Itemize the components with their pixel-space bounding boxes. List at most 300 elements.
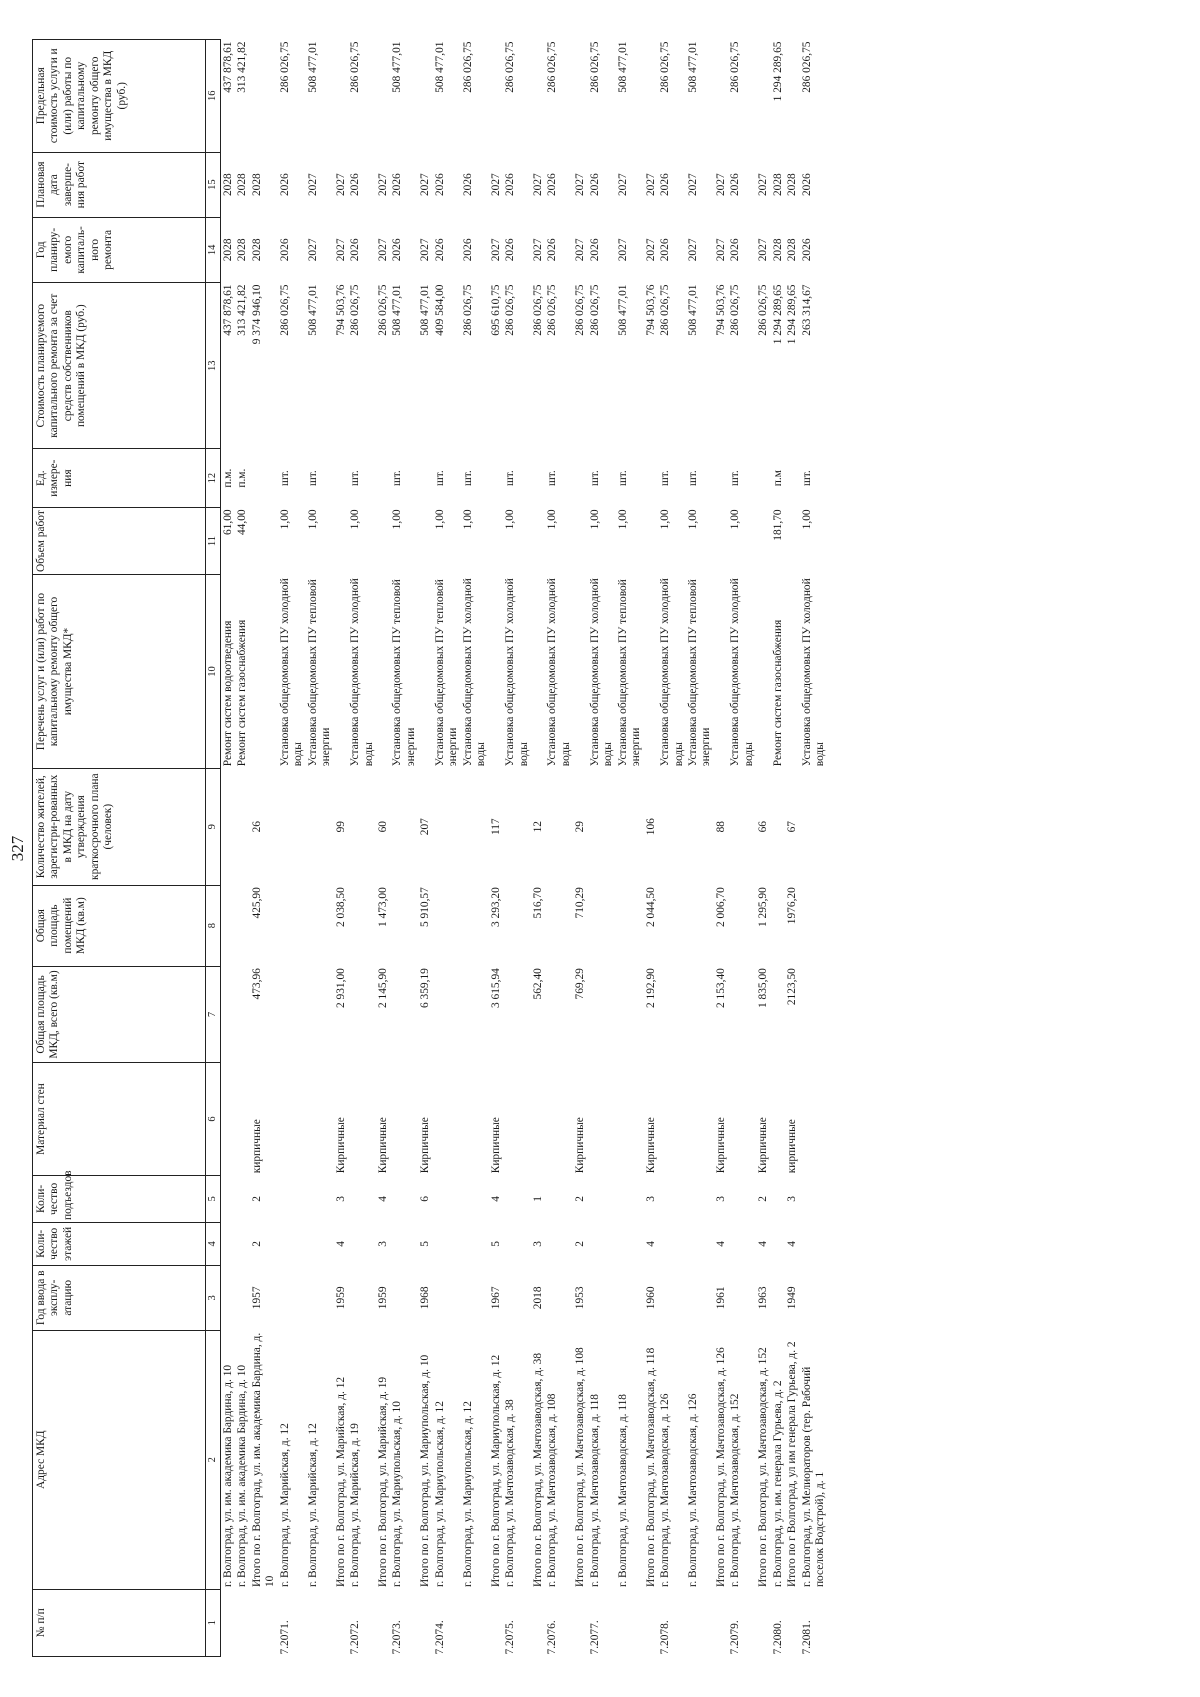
col-completion-date-cell: 2028 bbox=[786, 173, 799, 197]
col-floors-cell: 4 bbox=[757, 1241, 770, 1247]
table-row bbox=[390, 40, 418, 1657]
col-works-list-cell: Установка общедомовых ПУ тепловой энергии bbox=[686, 579, 713, 767]
col-year-built-cell bbox=[686, 1265, 714, 1330]
col-number-cell: 7.2079. bbox=[729, 1620, 742, 1655]
col-year-built-cell bbox=[390, 1265, 418, 1330]
table-row bbox=[800, 40, 828, 1657]
col-works-list-cell bbox=[489, 575, 503, 768]
col-total-area-cell: 562,40 bbox=[531, 968, 544, 1000]
col-completion-date-cell: 2027 bbox=[686, 173, 699, 197]
col-residents-cell bbox=[348, 768, 376, 885]
col-unit-cell bbox=[334, 449, 348, 507]
col-year-built-cell: 2018 bbox=[531, 1286, 544, 1310]
col-wall-material-cell: Кирпичные bbox=[644, 1117, 657, 1174]
col-max-cost-cell bbox=[376, 40, 390, 153]
col-works-list-cell: Установка общедомовых ПУ тепловой энергии bbox=[306, 579, 333, 767]
col-completion-date-cell: 2026 bbox=[546, 173, 559, 197]
col-residents-cell bbox=[306, 768, 334, 885]
col-works-list-cell: Установка общедомовых ПУ холодной воды bbox=[461, 578, 488, 767]
col-residents-cell: 29 bbox=[574, 821, 587, 833]
col-number-cell bbox=[250, 1589, 278, 1656]
col-residents-cell: 60 bbox=[376, 821, 389, 833]
col-year-built-cell: 1959 bbox=[334, 1286, 347, 1310]
col-address-cell: г. Волгоград, ул. Мачтозаводская, д. 126 bbox=[659, 1393, 672, 1588]
col-unit-cell: шт. bbox=[306, 470, 319, 487]
col-repair-cost-cell: 794 503,76 bbox=[714, 284, 727, 336]
col-completion-date-cell: 2027 bbox=[531, 173, 544, 197]
col-work-volume-cell: 1,00 bbox=[349, 509, 362, 530]
col-works-list-cell: Установка общедомовых ПУ холодной воды bbox=[349, 578, 375, 767]
col-completion-date-cell: 2026 bbox=[729, 173, 742, 197]
col-works-list-cell: Установка общедомовых ПУ холодной воды bbox=[729, 578, 755, 767]
col-address-cell: Итого по г. Волгоград, ул. Марийская, д. 12 bbox=[334, 1376, 347, 1588]
col-premises-area-cell bbox=[278, 885, 306, 966]
table-row bbox=[235, 40, 249, 1657]
col-work-volume-cell bbox=[785, 507, 799, 574]
col-repair-cost-cell: 286 026,75 bbox=[574, 284, 587, 336]
col-work-volume-cell bbox=[756, 507, 770, 574]
col-wall-material-cell bbox=[588, 1063, 616, 1175]
col-unit-cell bbox=[785, 449, 799, 507]
col-max-cost-cell: 313 421,82 bbox=[236, 41, 249, 93]
col-residents-cell bbox=[588, 768, 616, 885]
col-unit-cell: шт. bbox=[616, 470, 629, 487]
col-max-cost-cell: 508 477,01 bbox=[433, 41, 446, 93]
col-completion-date-cell: 2028 bbox=[222, 173, 234, 197]
col-address-cell: г. Волгоград, ул. Марийская, д. 12 bbox=[306, 1423, 319, 1588]
col-repair-year-cell: 2026 bbox=[659, 238, 672, 262]
col-residents-cell: 66 bbox=[757, 821, 770, 833]
col-unit-cell bbox=[644, 449, 658, 507]
col-premises-area-cell bbox=[348, 885, 376, 966]
col-total-area-cell bbox=[545, 966, 573, 1063]
col-entrances-cell bbox=[545, 1175, 573, 1222]
col-residents-cell: 106 bbox=[644, 818, 657, 836]
col-max-cost-cell: 1 294 289,65 bbox=[771, 41, 784, 102]
col-unit-cell: п.м. bbox=[236, 468, 249, 488]
col-work-volume-cell: 1,00 bbox=[616, 509, 629, 530]
col-max-cost-cell: 286 026,75 bbox=[546, 41, 559, 93]
table-row bbox=[489, 40, 503, 1657]
col-premises-area-cell bbox=[433, 885, 461, 966]
col-year-built-cell bbox=[728, 1265, 756, 1330]
col-repair-year-cell: 2027 bbox=[334, 238, 347, 262]
col-entrances-cell bbox=[686, 1175, 714, 1222]
col-repair-cost-cell: 286 026,75 bbox=[376, 284, 389, 336]
table-row bbox=[221, 40, 236, 1657]
col-max-cost-index: 16 bbox=[206, 40, 221, 153]
col-repair-cost-cell: 286 026,75 bbox=[659, 284, 672, 336]
col-residents-cell bbox=[545, 768, 573, 885]
col-works-list-cell bbox=[418, 575, 432, 768]
col-address-cell: Итого по г. Волгоград, ул. Мариупольская, д. 10 bbox=[419, 1354, 432, 1588]
col-floors-cell: 2 bbox=[574, 1241, 587, 1247]
col-works-list-cell bbox=[714, 575, 728, 768]
col-floors-cell bbox=[306, 1222, 334, 1265]
col-entrances-cell: 4 bbox=[376, 1196, 389, 1202]
col-year-built-cell bbox=[235, 1265, 249, 1330]
col-floors-cell: 3 bbox=[376, 1241, 389, 1247]
page-number: 327 bbox=[8, 835, 27, 862]
col-year-built-cell bbox=[221, 1265, 236, 1330]
col-wall-material-cell bbox=[545, 1063, 573, 1175]
col-number-cell bbox=[418, 1589, 432, 1656]
col-wall-material-cell: кирпичные bbox=[250, 1119, 263, 1174]
col-repair-cost-cell: 286 026,75 bbox=[757, 284, 770, 336]
col-completion-date-cell: 2026 bbox=[504, 173, 517, 197]
col-unit-cell: шт. bbox=[686, 470, 699, 487]
col-max-cost-cell bbox=[489, 40, 503, 153]
col-floors-header: Коли-чество этажей bbox=[33, 1222, 206, 1265]
col-number-cell bbox=[221, 1589, 236, 1656]
col-floors-cell bbox=[235, 1222, 249, 1265]
col-residents-cell bbox=[278, 768, 306, 885]
col-completion-date-cell: 2028 bbox=[250, 173, 263, 197]
col-residents-cell bbox=[800, 768, 828, 885]
table-row bbox=[376, 40, 390, 1657]
col-completion-date-cell: 2026 bbox=[391, 173, 404, 197]
col-year-built-cell: 1949 bbox=[786, 1286, 799, 1310]
col-repair-year-cell: 2027 bbox=[489, 238, 502, 262]
col-wall-material-cell bbox=[348, 1063, 376, 1175]
col-premises-area-cell bbox=[800, 885, 828, 966]
col-repair-year-cell: 2028 bbox=[771, 238, 784, 262]
col-works-list-cell bbox=[756, 575, 770, 768]
col-repair-cost-cell: 1 294 289,65 bbox=[771, 284, 784, 345]
col-address-cell: Итого по г. Волгоград, ул. Мачтозаводская, д. 152 bbox=[757, 1347, 770, 1588]
col-address-cell: г. Волгоград, ул. Марийская, д. 12 bbox=[278, 1423, 291, 1588]
col-floors-cell bbox=[390, 1222, 418, 1265]
header-row bbox=[33, 40, 206, 1657]
col-residents-cell bbox=[658, 768, 686, 885]
col-work-volume-cell bbox=[376, 507, 390, 574]
col-number-cell bbox=[644, 1589, 658, 1656]
col-repair-year-cell: 2027 bbox=[644, 238, 657, 262]
col-floors-cell bbox=[616, 1222, 644, 1265]
col-year-built-cell bbox=[306, 1265, 334, 1330]
col-unit-cell bbox=[418, 449, 432, 507]
col-works-list-cell: Установка общедомовых ПУ тепловой энергии bbox=[433, 579, 460, 767]
col-wall-material-cell bbox=[771, 1063, 785, 1175]
col-unit-cell bbox=[714, 449, 728, 507]
col-max-cost-cell bbox=[573, 40, 587, 153]
col-unit-cell: шт. bbox=[659, 470, 672, 487]
table-row bbox=[348, 40, 376, 1657]
col-completion-date-index: 15 bbox=[206, 152, 221, 217]
col-address-cell: г. Волгоград, ул. Мачтозаводская, д. 118 bbox=[588, 1394, 601, 1588]
col-unit-cell: п.м. bbox=[222, 468, 234, 488]
col-completion-date-cell: 2027 bbox=[574, 173, 587, 197]
col-work-volume-cell bbox=[489, 507, 503, 574]
col-floors-cell: 4 bbox=[786, 1241, 799, 1247]
col-max-cost-cell: 286 026,75 bbox=[349, 41, 362, 93]
col-year-built-cell: 1967 bbox=[489, 1286, 502, 1310]
col-entrances-cell: 2 bbox=[250, 1196, 263, 1202]
col-entrances-cell bbox=[658, 1175, 686, 1222]
col-repair-year-cell: 2026 bbox=[433, 238, 446, 262]
col-works-list-cell bbox=[785, 575, 799, 768]
col-total-area-cell bbox=[728, 966, 756, 1063]
col-works-list-index: 10 bbox=[206, 575, 221, 768]
col-repair-year-cell: 2028 bbox=[236, 238, 249, 262]
col-premises-area-cell bbox=[728, 885, 756, 966]
col-entrances-cell bbox=[348, 1175, 376, 1222]
col-number-cell: 7.2076. bbox=[546, 1620, 559, 1655]
col-premises-area-cell: 1 473,00 bbox=[376, 887, 389, 928]
table-row bbox=[658, 40, 686, 1657]
repair-plan-table bbox=[32, 39, 827, 1657]
col-works-list-cell bbox=[376, 575, 390, 768]
col-floors-cell bbox=[461, 1222, 489, 1265]
col-premises-area-cell bbox=[461, 885, 489, 966]
col-unit-cell: шт. bbox=[588, 470, 601, 487]
col-wall-material-cell: Кирпичные bbox=[489, 1117, 502, 1174]
col-number-cell bbox=[686, 1589, 714, 1656]
table-row bbox=[503, 40, 531, 1657]
table-row bbox=[278, 40, 306, 1657]
col-number-cell: 7.2081. bbox=[800, 1620, 813, 1655]
col-floors-cell bbox=[433, 1222, 461, 1265]
col-works-list-cell bbox=[250, 575, 278, 768]
col-total-area-cell bbox=[503, 966, 531, 1063]
col-year-built-cell: 1961 bbox=[714, 1286, 727, 1310]
col-works-list-cell: Установка общедомовых ПУ холодной воды bbox=[588, 578, 615, 767]
col-number-cell bbox=[235, 1589, 249, 1656]
col-repair-year-cell: 2026 bbox=[461, 238, 474, 262]
col-residents-cell bbox=[686, 768, 714, 885]
col-floors-cell: 5 bbox=[419, 1241, 432, 1247]
col-address-cell: Итого по г. Волгоград, ул. Мачтозаводская, д. 108 bbox=[574, 1347, 587, 1588]
col-number-cell bbox=[573, 1589, 587, 1656]
col-unit-cell: шт. bbox=[349, 470, 362, 487]
table-row bbox=[433, 40, 461, 1657]
col-work-volume-cell: 1,00 bbox=[588, 509, 601, 530]
col-number-cell: 7.2073. bbox=[391, 1620, 404, 1655]
col-completion-date-cell: 2026 bbox=[461, 173, 474, 197]
col-year-built-cell: 1957 bbox=[250, 1286, 263, 1310]
col-repair-year-cell: 2026 bbox=[546, 238, 559, 262]
col-wall-material-cell bbox=[278, 1063, 306, 1175]
col-max-cost-cell bbox=[644, 40, 658, 153]
col-premises-area-cell bbox=[686, 885, 714, 966]
col-residents-header: Количество жителей, зарегистри-рованных в МКД на дату утверждения краткосрочного плана (человек) bbox=[33, 768, 206, 885]
col-number-cell bbox=[306, 1589, 334, 1656]
col-address-cell: Итого по г Волгоград, ул им генерала Гурьева, д. 2 bbox=[786, 1341, 799, 1588]
col-floors-cell bbox=[588, 1222, 616, 1265]
col-repair-year-cell: 2027 bbox=[616, 238, 629, 262]
col-repair-cost-cell: 508 477,01 bbox=[391, 284, 404, 336]
col-repair-year-cell: 2026 bbox=[729, 238, 742, 262]
col-address-cell: г. Волгоград, ул. Мариупольская, д. 10 bbox=[391, 1401, 404, 1588]
col-wall-material-cell bbox=[728, 1063, 756, 1175]
col-works-list-cell: Ремонт систем газоснабжения bbox=[771, 619, 784, 767]
col-premises-area-cell bbox=[235, 885, 249, 966]
col-work-volume-cell bbox=[418, 507, 432, 574]
col-max-cost-cell: 508 477,01 bbox=[391, 41, 404, 93]
table-row bbox=[461, 40, 489, 1657]
col-repair-year-index: 14 bbox=[206, 217, 221, 282]
col-number-cell: 7.2080. bbox=[771, 1620, 784, 1655]
col-total-area-cell bbox=[686, 966, 714, 1063]
col-address-cell: г. Волгоград, ул. Мачтозаводская, д. 152 bbox=[729, 1393, 742, 1588]
col-max-cost-header: Предельная стоимость услуги и (или) работы по капитальному ремонту общего имущества в МКД (руб.) bbox=[33, 40, 206, 153]
col-floors-cell: 4 bbox=[714, 1241, 727, 1247]
col-max-cost-cell: 286 026,75 bbox=[588, 41, 601, 93]
col-max-cost-cell: 508 477,01 bbox=[686, 41, 699, 93]
col-total-area-cell bbox=[461, 966, 489, 1063]
col-repair-year-cell: 2026 bbox=[588, 238, 601, 262]
col-repair-cost-cell: 508 477,01 bbox=[686, 284, 699, 336]
col-repair-year-cell: 2027 bbox=[574, 238, 587, 262]
col-residents-cell: 117 bbox=[489, 818, 502, 836]
col-repair-cost-cell: 286 026,75 bbox=[588, 284, 601, 336]
col-unit-cell bbox=[250, 449, 278, 507]
col-total-area-cell bbox=[278, 966, 306, 1063]
col-premises-area-cell: 1976,20 bbox=[786, 887, 799, 925]
col-floors-cell bbox=[503, 1222, 531, 1265]
col-max-cost-cell: 286 026,75 bbox=[278, 41, 291, 93]
col-repair-cost-cell: 1 294 289,65 bbox=[786, 284, 799, 345]
col-completion-date-cell: 2028 bbox=[236, 173, 249, 197]
col-number-cell bbox=[714, 1589, 728, 1656]
col-entrances-cell: 1 bbox=[531, 1196, 544, 1202]
col-premises-area-index: 8 bbox=[206, 885, 221, 966]
col-address-cell: Итого по г. Волгоград, ул. им. академика Бардина, д. 10 bbox=[250, 1332, 277, 1588]
col-address-cell: г. Волгоград, ул. Мачтозаводская, д. 108 bbox=[546, 1393, 559, 1588]
col-entrances-cell: 2 bbox=[757, 1196, 770, 1202]
col-wall-material-cell bbox=[616, 1063, 644, 1175]
col-number-cell: 7.2075. bbox=[504, 1620, 517, 1655]
col-total-area-cell bbox=[348, 966, 376, 1063]
col-repair-cost-header: Стоимость планируемого капитального ремонта за счет средств собственников помещений в МКД (руб.) bbox=[33, 282, 206, 448]
col-residents-cell bbox=[390, 768, 418, 885]
col-floors-cell: 4 bbox=[334, 1241, 347, 1247]
col-repair-year-cell: 2028 bbox=[786, 238, 799, 262]
col-entrances-cell bbox=[306, 1175, 334, 1222]
col-address-cell: г. Волгоград, ул. Мачтозаводская, д. 38 bbox=[504, 1399, 517, 1588]
col-entrances-cell bbox=[235, 1175, 249, 1222]
col-wall-material-cell bbox=[531, 1063, 545, 1175]
col-premises-area-cell: 516,70 bbox=[531, 887, 544, 919]
col-repair-cost-cell: 508 477,01 bbox=[419, 284, 432, 336]
col-number-cell bbox=[785, 1589, 799, 1656]
col-number-cell bbox=[461, 1589, 489, 1656]
col-wall-material-cell: кирпичные bbox=[786, 1119, 799, 1174]
col-completion-date-cell: 2026 bbox=[588, 173, 601, 197]
col-unit-cell: шт. bbox=[800, 470, 813, 487]
col-entrances-cell bbox=[278, 1175, 306, 1222]
col-residents-cell: 26 bbox=[250, 821, 263, 833]
col-number-cell: 7.2078. bbox=[659, 1620, 672, 1655]
col-wall-material-cell: Кирпичные bbox=[334, 1117, 347, 1174]
col-completion-date-cell: 2027 bbox=[489, 173, 502, 197]
col-wall-material-cell: Кирпичные bbox=[714, 1117, 727, 1174]
col-repair-year-cell: 2027 bbox=[686, 238, 699, 262]
col-repair-cost-cell: 286 026,75 bbox=[461, 284, 474, 336]
col-max-cost-cell: 286 026,75 bbox=[729, 41, 742, 93]
col-total-area-cell: 2 145,90 bbox=[376, 968, 389, 1008]
col-year-built-cell bbox=[503, 1265, 531, 1330]
col-wall-material-cell bbox=[390, 1063, 418, 1175]
col-repair-year-cell: 2027 bbox=[531, 238, 544, 262]
col-unit-cell: шт. bbox=[504, 470, 517, 487]
col-unit-cell bbox=[489, 449, 503, 507]
col-completion-date-header: Плановая дата заверше-ния работ bbox=[33, 152, 206, 217]
col-work-volume-cell: 1,00 bbox=[546, 509, 559, 530]
col-year-built-index: 3 bbox=[206, 1265, 221, 1330]
col-max-cost-cell: 286 026,75 bbox=[659, 41, 672, 93]
col-works-list-cell: Установка общедомовых ПУ холодной воды bbox=[278, 578, 305, 767]
col-premises-area-cell: 2 044,50 bbox=[644, 887, 657, 928]
col-total-area-cell bbox=[616, 966, 644, 1063]
col-unit-cell bbox=[376, 449, 390, 507]
col-address-cell: г. Волгоград, ул. Мариупольская, д. 12 bbox=[433, 1401, 446, 1588]
col-unit-index: 12 bbox=[206, 449, 221, 507]
col-floors-cell bbox=[728, 1222, 756, 1265]
col-premises-area-cell bbox=[616, 885, 644, 966]
col-residents-cell bbox=[433, 768, 461, 885]
col-repair-cost-cell: 286 026,75 bbox=[531, 284, 544, 336]
col-floors-cell bbox=[348, 1222, 376, 1265]
col-residents-cell bbox=[461, 768, 489, 885]
col-total-area-cell: 769,29 bbox=[574, 968, 587, 1000]
col-repair-cost-cell: 313 421,82 bbox=[236, 284, 249, 336]
col-works-list-cell: Установка общедомовых ПУ холодной воды bbox=[659, 578, 685, 767]
table-row bbox=[573, 40, 587, 1657]
col-total-area-cell: 6 359,19 bbox=[419, 968, 432, 1008]
col-premises-area-cell bbox=[390, 885, 418, 966]
col-wall-material-cell: Кирпичные bbox=[419, 1117, 432, 1174]
col-address-cell: Итого по г. Волгоград, ул. Марийская, д. 19 bbox=[376, 1376, 389, 1588]
col-address-header: Адрес МКД bbox=[33, 1330, 206, 1589]
col-work-volume-header: Объем работ bbox=[33, 507, 206, 574]
col-residents-cell bbox=[221, 768, 236, 885]
col-completion-date-cell: 2027 bbox=[376, 173, 389, 197]
table-row bbox=[686, 40, 714, 1657]
col-address-cell: г. Волгоград, ул. им. генерала Гурьева, д. 2 bbox=[771, 1380, 784, 1588]
col-number-cell: 7.2072. bbox=[349, 1620, 362, 1655]
col-unit-cell: шт. bbox=[433, 470, 446, 487]
col-wall-material-cell bbox=[503, 1063, 531, 1175]
col-total-area-cell: 2 931,00 bbox=[334, 968, 347, 1008]
col-floors-cell bbox=[545, 1222, 573, 1265]
col-year-built-cell bbox=[588, 1265, 616, 1330]
table-row bbox=[250, 40, 278, 1657]
col-address-cell: г. Волгоград, ул. им. академика Бардина, д. 10 bbox=[236, 1364, 249, 1588]
col-floors-cell: 4 bbox=[644, 1241, 657, 1247]
col-total-area-cell bbox=[306, 966, 334, 1063]
col-works-list-cell bbox=[334, 575, 348, 768]
col-total-area-cell: 2123,50 bbox=[786, 968, 799, 1006]
col-total-area-cell bbox=[771, 966, 785, 1063]
col-residents-cell: 12 bbox=[531, 821, 544, 833]
col-completion-date-cell: 2026 bbox=[659, 173, 672, 197]
col-year-built-cell bbox=[658, 1265, 686, 1330]
col-works-list-cell: Ремонт систем водоотведения bbox=[222, 620, 234, 767]
table-row bbox=[644, 40, 658, 1657]
col-work-volume-cell: 1,00 bbox=[433, 509, 446, 530]
col-residents-cell: 88 bbox=[714, 821, 727, 833]
col-premises-area-cell: 2 038,50 bbox=[334, 887, 347, 928]
col-repair-year-header: Год планиру-емого капиталь-ного ремонта bbox=[33, 217, 206, 282]
col-repair-cost-cell: 286 026,75 bbox=[349, 284, 362, 336]
col-premises-area-cell bbox=[545, 885, 573, 966]
col-entrances-cell: 3 bbox=[786, 1196, 799, 1202]
col-work-volume-cell: 1,00 bbox=[461, 509, 474, 530]
col-year-built-cell bbox=[771, 1265, 785, 1330]
col-repair-year-cell: 2026 bbox=[504, 238, 517, 262]
col-wall-material-cell bbox=[306, 1063, 334, 1175]
